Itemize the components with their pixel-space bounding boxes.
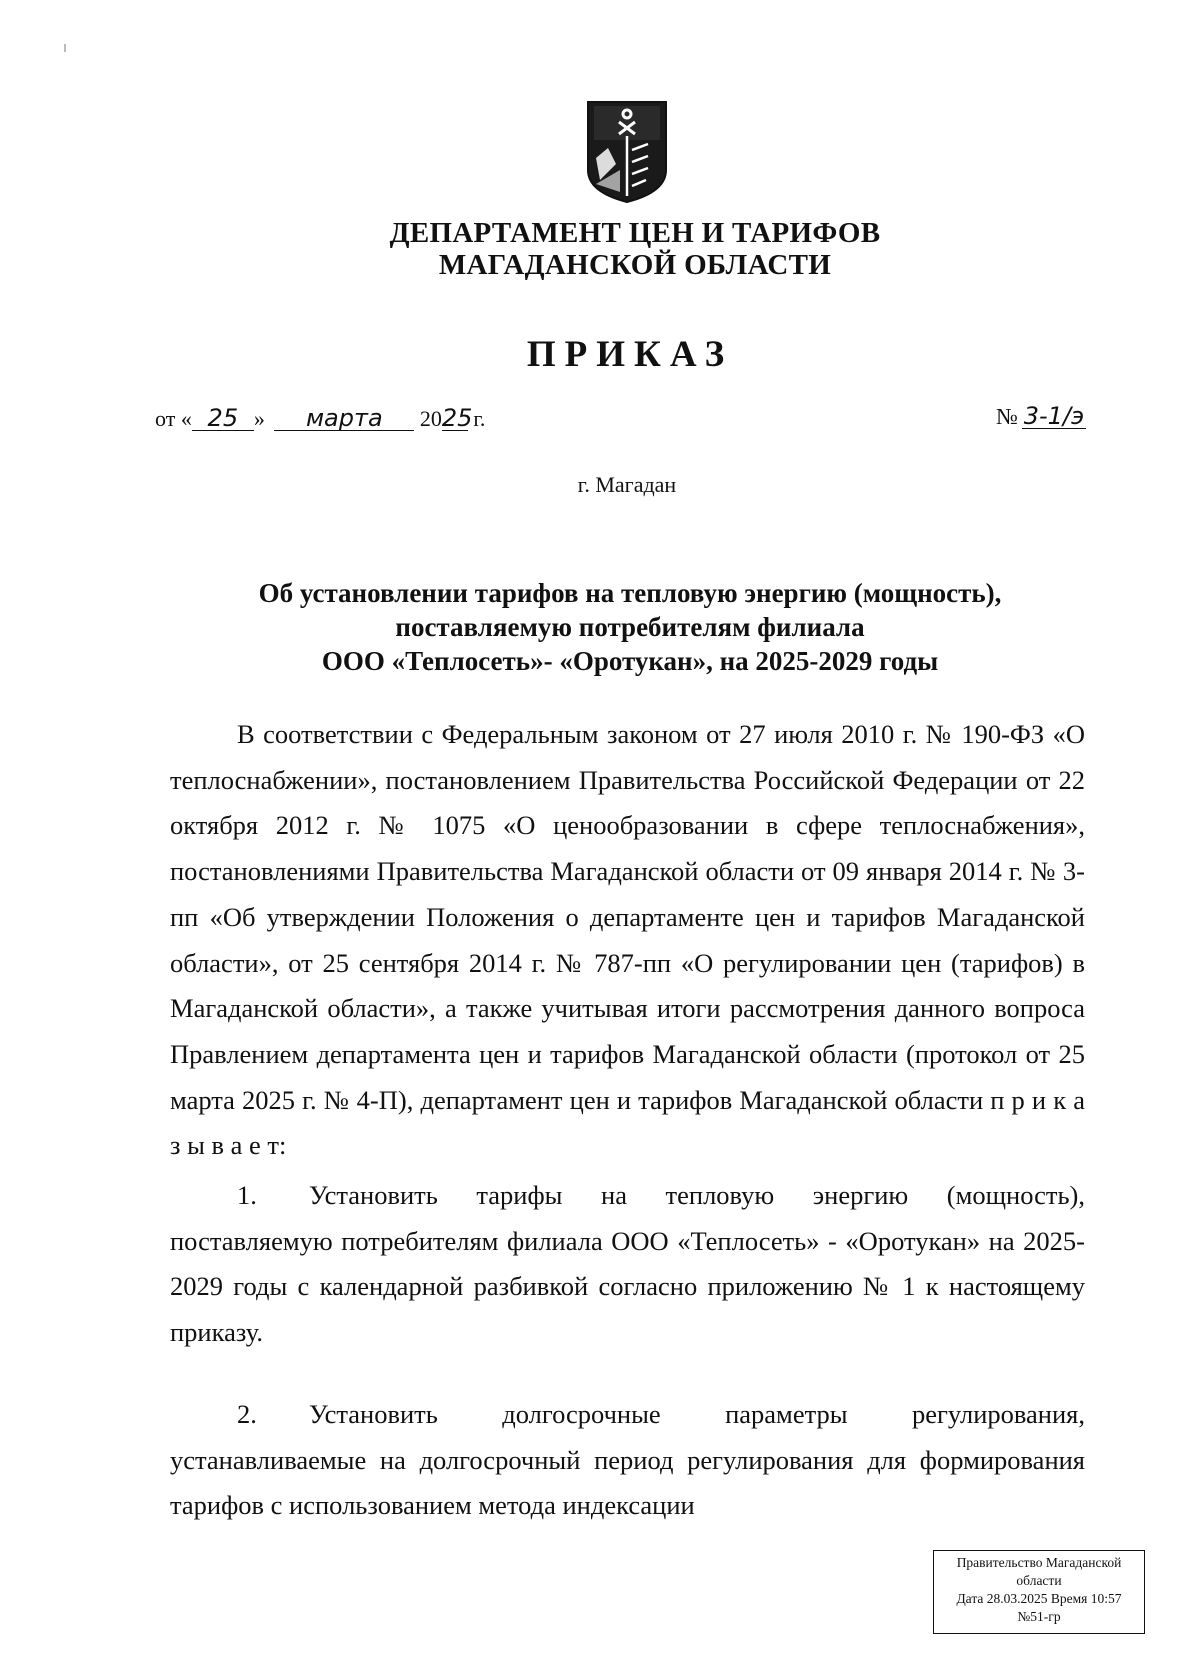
date-year-suffix: 25	[441, 404, 473, 432]
order-item-1	[170, 1173, 1085, 1356]
order-number-value: 3-1/э	[1023, 402, 1085, 430]
stamp-line-2: области	[1016, 1573, 1062, 1588]
order-number-prefix: №	[996, 404, 1018, 429]
order-number	[996, 404, 1086, 430]
subject-line-3: ООО «Теплосеть»- «Оротукан», на 2025-2029 годы	[321, 646, 939, 676]
order-item-1-number: 1.	[237, 1180, 257, 1210]
department-name-line-2: МАГАДАНСКОЙ ОБЛАСТИ	[438, 249, 832, 281]
coat-of-arms-icon	[586, 100, 668, 204]
city: г. Магадан	[577, 472, 677, 497]
order-item-1-text: Установить тарифы на тепловую энергию (мощность), поставляемую потребителям филиала ООО «Теплосеть» - «Оротукан» на 2025-2029 годы с календарной разбивкой согласно приложению № 1 к настоящему приказу.	[170, 1180, 1085, 1348]
stamp-line-4: №51-гр	[1017, 1609, 1061, 1624]
date-month: марта	[274, 406, 414, 431]
department-name-line-1: ДЕПАРТАМЕНТ ЦЕН И ТАРИФОВ	[389, 217, 881, 249]
date-prefix: от «	[155, 406, 192, 431]
date-year-prefix: 20	[419, 406, 442, 431]
stamp-line-1: Правительство Магаданской	[956, 1555, 1122, 1570]
stamp-line-3: Дата 28.03.2025 Время 10:57	[956, 1591, 1122, 1606]
order-item-2	[170, 1392, 1085, 1529]
date-day: 25	[192, 406, 254, 431]
order-item-2-number: 2.	[237, 1399, 257, 1429]
order-item-2-text: Установить долгосрочные параметры регулирования, устанавливаемые на долгосрочный период регулирования для формирования тарифов с использованием метода индексации	[170, 1399, 1085, 1521]
order-date	[155, 406, 485, 432]
document-title: ПРИКАЗ	[526, 334, 734, 375]
registration-stamp	[933, 1550, 1145, 1634]
subject-line-1: Об установлении тарифов на тепловую энергию (мощность),	[258, 578, 1002, 608]
intro-paragraph: В соответствии с Федеральным законом от 27 июля 2010 г. № 190-ФЗ «О теплоснабжении», постановлением Правительства Российской Федерации от 22 октября 2012 г. № 1075 «О ценообразовании в сфере теплоснабжения», постановлениями Правительства Магаданской области от 09 января 2014 г. № 3-пп «Об утверждении Положения о департаменте цен и тарифов Магаданской области», от 25 сентября 2014 г. № 787-пп «О регулировании цен (тарифов) в Магаданской области», а также учитывая итоги рассмотрения данного вопроса Правлением департамента цен и тарифов Магаданской области (протокол от 25 марта 2025 г. № 4-П), департамент цен и тарифов Магаданской области п р и к а з ы в а е т:	[170, 719, 1085, 1161]
date-close-quote: »	[253, 406, 265, 431]
date-year-mark: г.	[473, 406, 486, 431]
scan-artifact	[64, 44, 66, 52]
subject-line-2: поставляемую потребителям филиала	[395, 612, 865, 642]
